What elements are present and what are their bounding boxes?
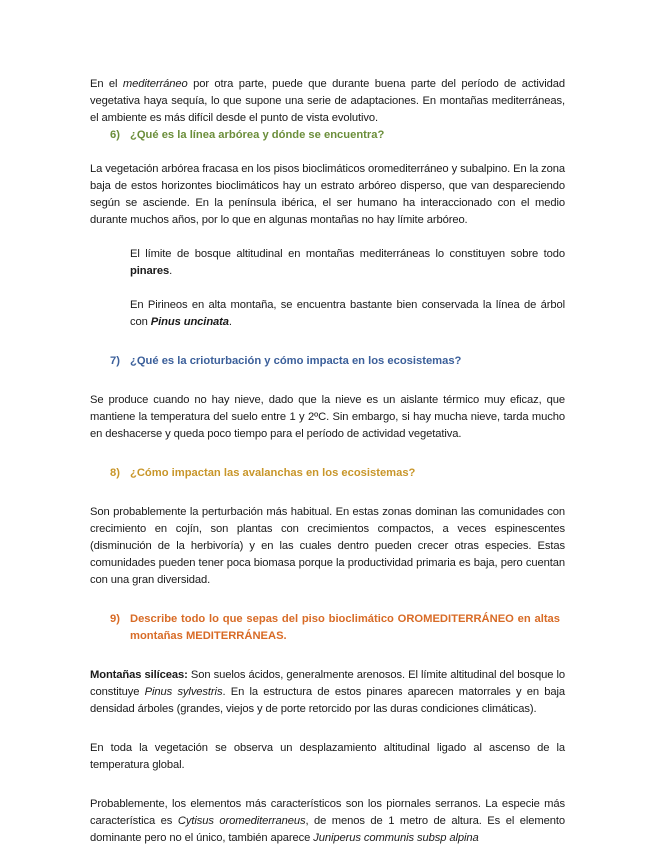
term-juniperus: Juniperus communis subsp alpina — [313, 832, 479, 844]
term-pinus-sylvestris: Pinus sylvestris — [144, 686, 223, 698]
question-9-heading: 9) Describe todo lo que sepas del piso bioclimático OROMEDITERRÁNEO en altas montañas MEDITERRÁNEAS. — [110, 613, 560, 642]
term-montanas-siliceas: Montañas silíceas: — [90, 669, 188, 681]
paragraph-limite-bosque: El límite de bosque altitudinal en montañas mediterráneas lo constituyen sobre todo pinares. — [130, 248, 565, 277]
term-pinus-uncinata: Pinus uncinata — [150, 316, 229, 328]
paragraph-pirineos: En Pirineos en alta montaña, se encuentra bastante bien conservada la línea de árbol con Pinus uncinata. — [130, 299, 565, 328]
term-pinares: pinares — [130, 265, 170, 277]
question-8-heading: 8) ¿Cómo impactan las avalanchas en los ecosistemas? — [110, 467, 416, 479]
paragraph-vegetacion-arborea: La vegetación arbórea fracasa en los pisos bioclimáticos oromediterráneo y subalpino. En la zona baja de estos horizontes bioclimáticos hay un estrato arbóreo disperso, que van despareciendo según se asciende. En la península ibérica, el ser humano ha interaccionado con el medio durante muchos años, por lo que en algunas montañas no hay límite arbóreo. — [90, 163, 565, 226]
paragraph-montanas-siliceas: Montañas silíceas: Son suelos ácidos, generalmente arenosos. El límite altitudinal del bosque lo constituye Pinus sylvestris. En la estructura de estos pinares aparecen matorrales y en baja densidad árboles (grandes, viejos y de porte retorcido por las duras condiciones climáticas). — [90, 669, 566, 715]
paragraph-desplazamiento: En toda la vegetación se observa un desplazamiento altitudinal ligado al ascenso de la temperatura global. — [90, 742, 565, 771]
paragraph-piornales: Probablemente, los elementos más característicos son los piornales serranos. La especie más característica es Cytisus oromediterraneus, de menos de 1 metro de altura. Es el elemento dominante pero no el único, también aparece Juniperus communis subsp alpina — [90, 798, 565, 844]
term-cytisus: Cytisus oromediterraneus — [177, 815, 306, 827]
term-mediterraneo: mediterráneo — [122, 78, 188, 90]
question-6-heading: 6) ¿Qué es la línea arbórea y dónde se encuentra? — [110, 129, 385, 141]
paragraph-avalanchas: Son probablemente la perturbación más habitual. En estas zonas dominan las comunidades con crecimiento en cojín, son plantas con crecimientos compactos, a veces espinescentes (disminución de la herbivoría) y en las cuales dentro pueden crecer otras especies. Estas comunidades pueden tener poca biomasa porque la productividad primaria es baja, pero cuentan con una gran diversidad. — [90, 506, 565, 586]
question-7-heading: 7) ¿Qué es la crioturbación y cómo impacta en los ecosistemas? — [110, 355, 462, 367]
paragraph-mediterraneo: En el mediterráneo por otra parte, puede que durante buena parte del período de actividad vegetativa haya sequía, lo que supone una serie de adaptaciones. En montañas mediterráneas, el ambiente es más difícil desde el punto de vista evolutivo. — [90, 78, 565, 124]
paragraph-crioturbacion: Se produce cuando no hay nieve, dado que la nieve es un aislante térmico muy eficaz, que mantiene la temperatura del suelo entre 1 y 2ºC. Sin embargo, si hay mucha nieve, tarda mucho en deshacerse y queda poco tiempo para el período de actividad vegetativa. — [90, 394, 565, 440]
